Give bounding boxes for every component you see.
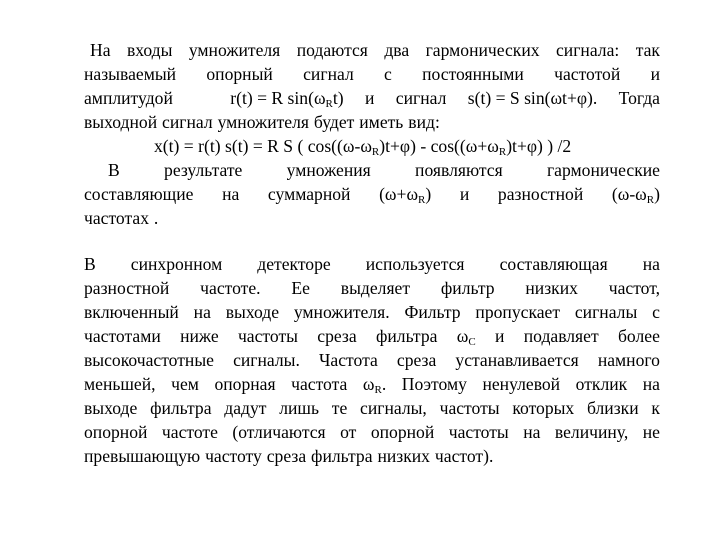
word: опорной: [370, 422, 435, 442]
text-line: [84, 276, 660, 300]
word: чем: [171, 374, 199, 394]
word: частоту: [205, 446, 262, 466]
word: сигналы,: [360, 398, 427, 418]
word: те: [331, 398, 348, 418]
text-line: [84, 396, 660, 420]
word: Ее: [291, 278, 310, 298]
word: $(\omega-\omega_R)$: [611, 184, 660, 206]
word: разностной: [497, 184, 584, 204]
word: гармонических: [425, 40, 540, 60]
word: составляющая: [499, 254, 608, 274]
word: опорной: [84, 422, 148, 442]
word: ненулевой: [482, 374, 561, 394]
word: s(t) = S sin(ωt+φ).: [467, 88, 598, 108]
text-line: [84, 38, 660, 62]
word: низких: [377, 446, 430, 466]
word: высокочастотные: [84, 350, 214, 370]
word: лишь: [279, 398, 320, 418]
word: отклик: [575, 374, 628, 394]
word: к: [651, 398, 660, 418]
word: (отличаются: [232, 422, 326, 442]
word: так: [635, 40, 660, 60]
word: опорный: [206, 64, 273, 84]
text-line: [84, 110, 660, 134]
word: и: [495, 326, 505, 346]
word: устанавливается: [455, 350, 579, 370]
word: и: [459, 184, 470, 204]
word: результате: [164, 160, 243, 180]
text-line: [84, 324, 660, 348]
word: выходе: [84, 398, 138, 418]
text-line: [84, 420, 660, 444]
text-line: [84, 300, 660, 324]
word: не: [642, 422, 660, 442]
word: $\omega_C$: [456, 326, 476, 348]
word: В: [108, 160, 120, 180]
word: умножения: [286, 160, 371, 180]
word: частота: [291, 374, 348, 394]
word: $\omega_R$.: [362, 374, 387, 396]
word: частотой: [554, 64, 621, 84]
word: сигналы: [574, 302, 638, 322]
word: среза: [396, 350, 437, 370]
word: Частота: [319, 350, 378, 370]
word: частотах: [84, 208, 149, 228]
word: сигнала:: [555, 40, 620, 60]
text-line: [84, 372, 660, 396]
word: входы: [126, 40, 173, 60]
word: амплитудой: [84, 88, 173, 108]
text-line: [84, 348, 660, 372]
text-line: [84, 158, 660, 182]
word: сигнал: [395, 88, 447, 108]
word: на: [193, 302, 211, 322]
word: на: [642, 374, 660, 394]
word: фильтра: [311, 446, 373, 466]
word: выделяет: [340, 278, 411, 298]
word: $(\omega+\omega_R)$: [379, 184, 432, 206]
word: частоты: [439, 398, 500, 418]
word: суммарной: [267, 184, 351, 204]
word: среза: [266, 446, 307, 466]
paragraph-multiplier-intro: [84, 38, 660, 230]
word: и: [650, 64, 660, 84]
word: появляются: [415, 160, 503, 180]
word: На: [90, 40, 111, 60]
word: сигнал: [162, 112, 213, 132]
word: среза: [317, 326, 357, 346]
word: подаются: [296, 40, 368, 60]
word: низких: [525, 278, 578, 298]
word: сигналы.: [233, 350, 300, 370]
word: используется: [365, 254, 465, 274]
word: r(t) = R $\sin(\omega_Rt)$: [230, 88, 344, 110]
word: близки: [586, 398, 639, 418]
paragraph-synchronous-detector: [84, 252, 660, 468]
word: частотами: [84, 326, 161, 346]
word: частот,: [608, 278, 660, 298]
word: фильтра: [150, 398, 212, 418]
word: составляющие: [84, 184, 194, 204]
text-line: [84, 86, 660, 110]
word: синхронном: [130, 254, 223, 274]
word: от: [340, 422, 357, 442]
word: которых: [512, 398, 575, 418]
word: и: [364, 88, 375, 108]
word: два: [384, 40, 410, 60]
text-line: [84, 252, 660, 276]
word: опорная: [214, 374, 276, 394]
word: сигнал: [303, 64, 354, 84]
word: детекторе: [257, 254, 331, 274]
word: намного: [597, 350, 660, 370]
word: частот).: [434, 446, 494, 466]
word: частоте: [161, 422, 218, 442]
word: величину,: [554, 422, 629, 442]
word: подавляет: [523, 326, 599, 346]
word: более: [617, 326, 660, 346]
word: пропускает: [475, 302, 561, 322]
word: выходе: [225, 302, 280, 322]
word: умножителя: [217, 112, 309, 132]
word: частоты: [237, 326, 298, 346]
text-line: [84, 62, 660, 86]
word: будет: [313, 112, 355, 132]
word: В: [84, 254, 96, 274]
word: фильтра: [375, 326, 438, 346]
word: частоты: [448, 422, 509, 442]
word: вид:: [408, 112, 440, 132]
word: умножителя.: [293, 302, 390, 322]
word: с: [384, 64, 392, 84]
word: постоянными: [422, 64, 524, 84]
word: x(t) = r(t) s(t) = R S ( $\cos((\omega-\omega_R)t+\varphi) - \cos((\omega+\omega_R)t+\varphi)$ ) /2: [154, 136, 572, 158]
word: на: [222, 184, 240, 204]
word: на: [642, 254, 660, 274]
text-line: [84, 182, 660, 206]
word: частоте.: [200, 278, 261, 298]
word: гармонические: [546, 160, 660, 180]
word: Тогда: [618, 88, 660, 108]
word: .: [153, 208, 159, 228]
word: Фильтр: [404, 302, 461, 322]
word: Поэтому: [401, 374, 467, 394]
word: на: [523, 422, 541, 442]
word: включенный: [84, 302, 179, 322]
text-line: [84, 206, 660, 230]
word: называемый: [84, 64, 177, 84]
word: фильтр: [440, 278, 495, 298]
word: меньшей,: [84, 374, 156, 394]
word: иметь: [359, 112, 404, 132]
text-line: [84, 444, 660, 468]
word: умножителя: [188, 40, 281, 60]
word: дадут: [224, 398, 267, 418]
word: ниже: [180, 326, 219, 346]
word: выходной: [84, 112, 158, 132]
word: превышающую: [84, 446, 201, 466]
word: разностной: [84, 278, 170, 298]
output-formula: [84, 134, 660, 158]
word: с: [652, 302, 660, 322]
